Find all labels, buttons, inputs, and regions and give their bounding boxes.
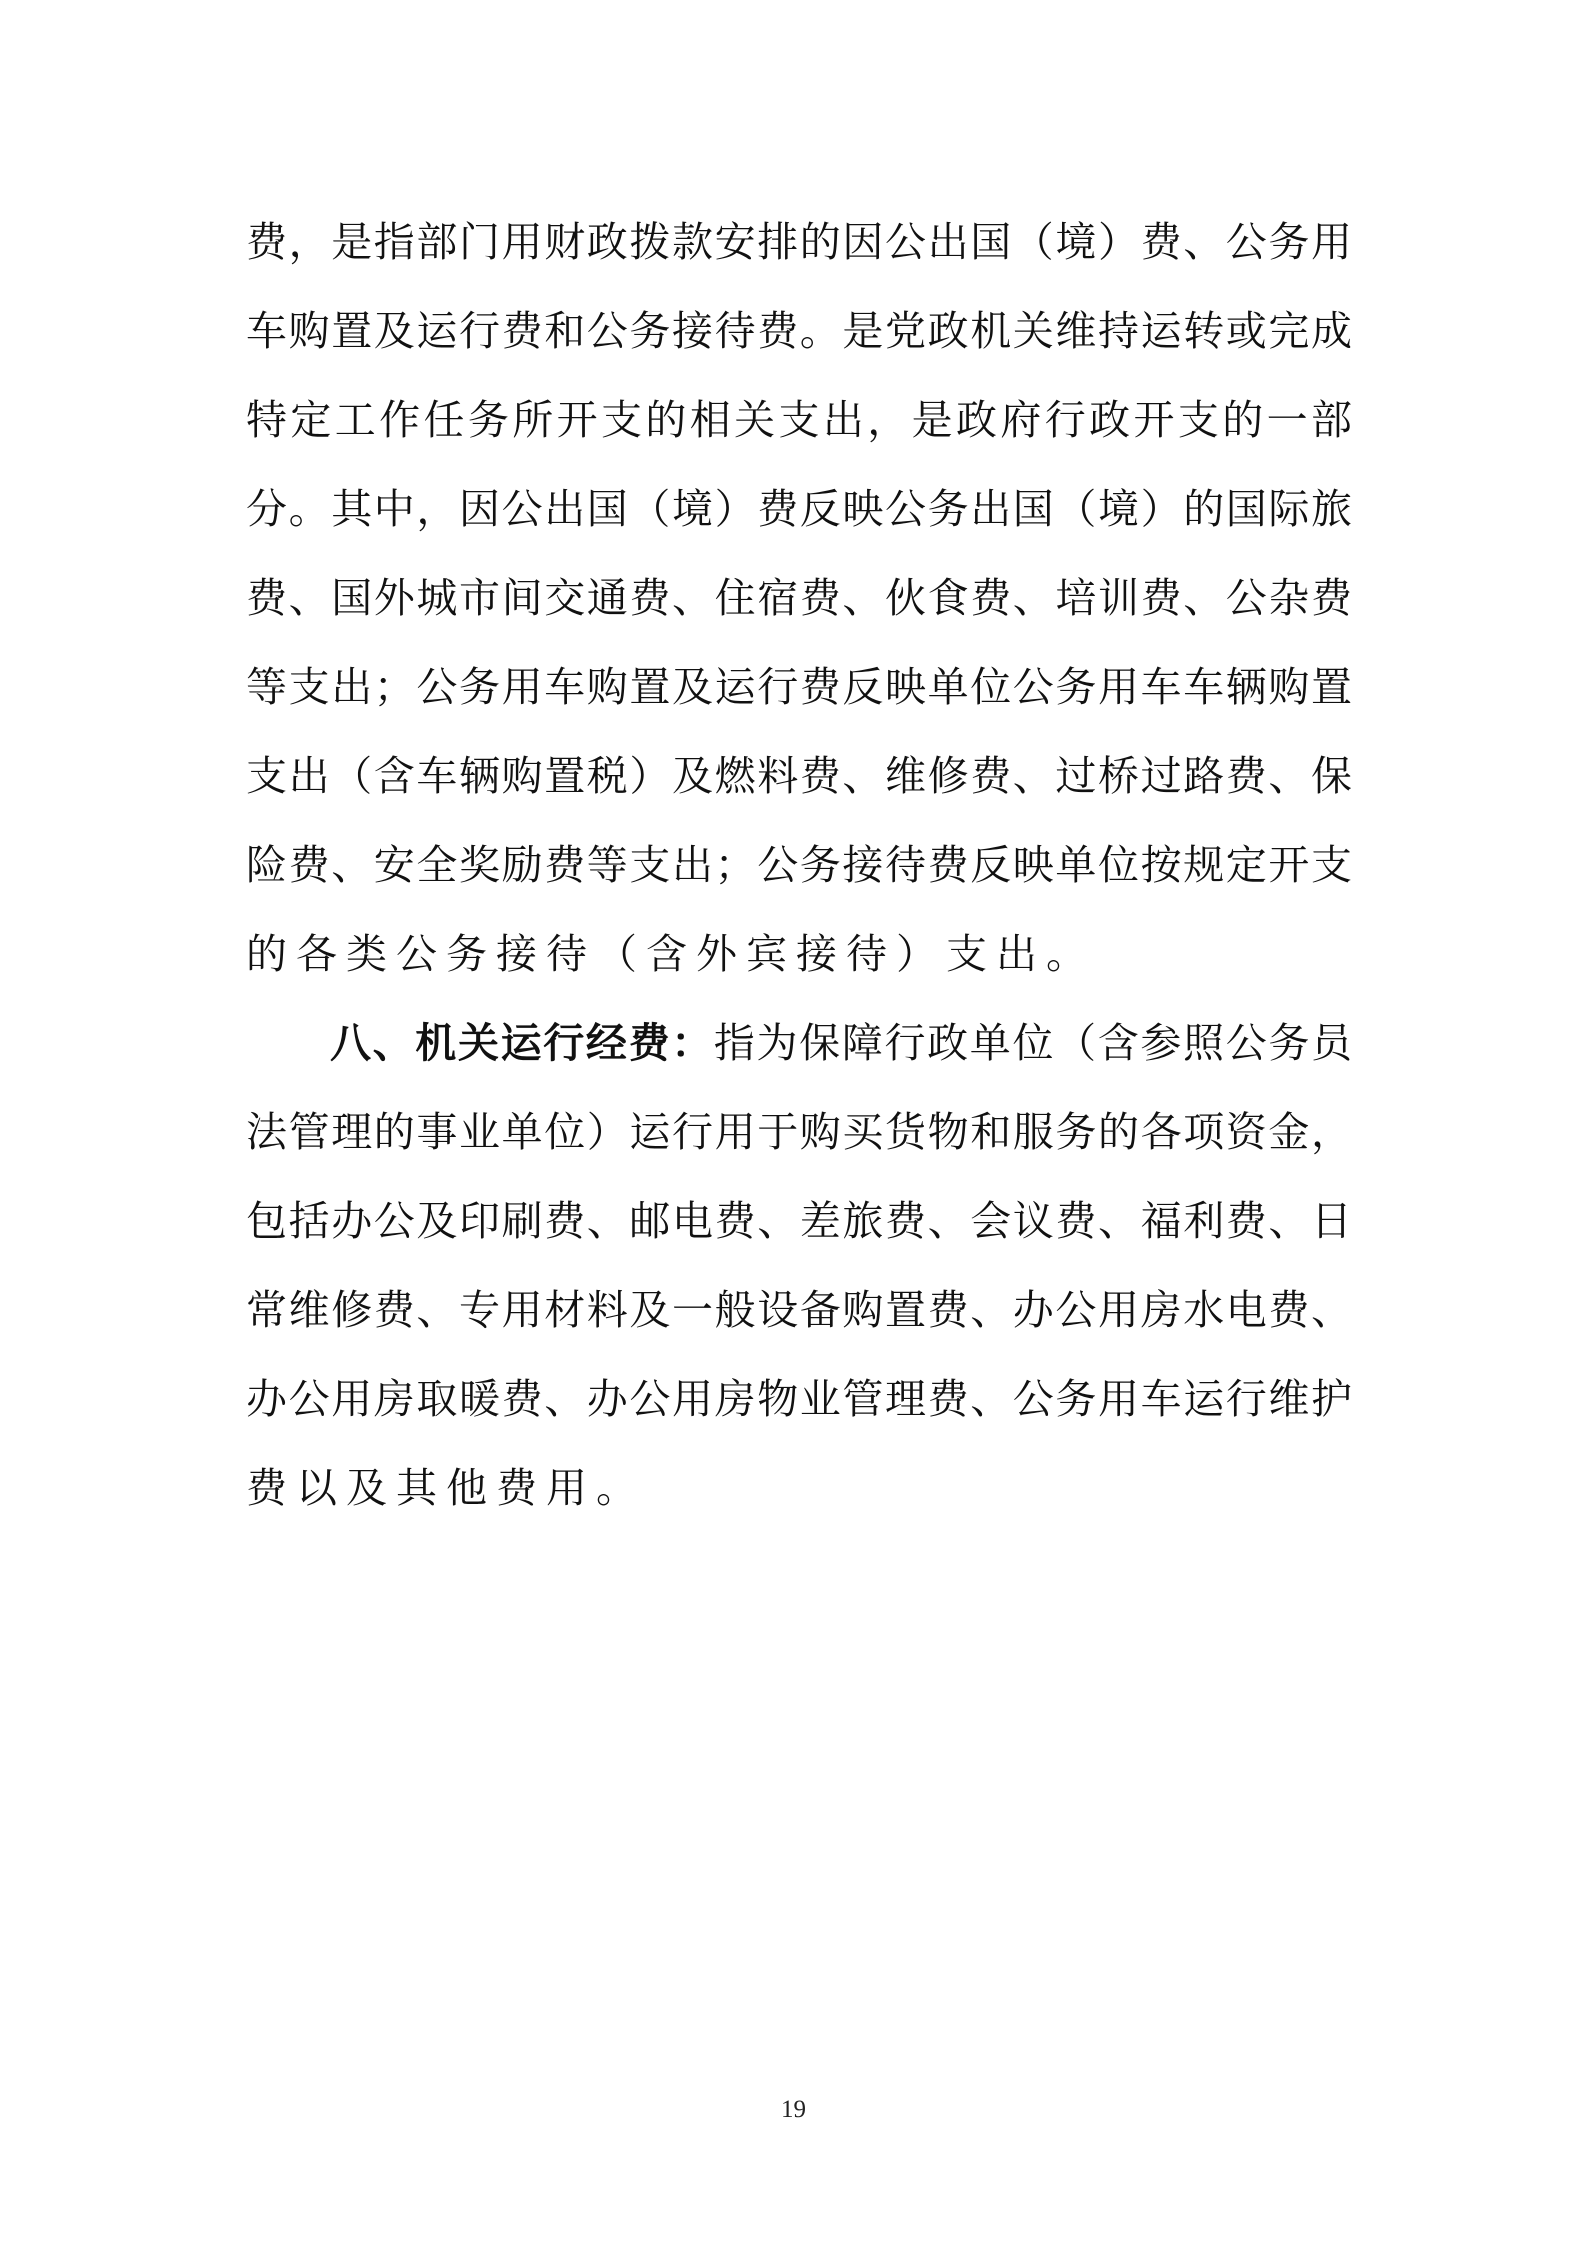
- paragraph-line: 特定工作任务所开支的相关支出，是政府行政开支的一部: [246, 396, 1352, 444]
- paragraph-line: 费，是指部门用财政拨款安排的因公出国（境）费、公务用: [246, 218, 1352, 266]
- paragraph-line: 法管理的事业单位）运行用于购买货物和服务的各项资金，: [246, 1108, 1352, 1156]
- paragraph-line: 分。其中，因公出国（境）费反映公务出国（境）的国际旅: [246, 485, 1352, 533]
- paragraph-line: 的各类公务接待（含外宾接待）支出。: [246, 930, 1096, 978]
- page-number: 19: [781, 2096, 806, 2123]
- paragraph-line: 车购置及运行费和公务接待费。是党政机关维持运转或完成: [246, 307, 1352, 355]
- expense-definition-paragraph: [246, 198, 1352, 999]
- section-heading-text: 指为保障行政单位（含参照公务员: [713, 1019, 1352, 1067]
- paragraph-line: 办公用房取暖费、办公用房物业管理费、公务用车运行维护: [246, 1375, 1352, 1423]
- operating-expense-paragraph: [246, 999, 1352, 1533]
- paragraph-line: 费、国外城市间交通费、住宿费、伙食费、培训费、公杂费: [246, 574, 1352, 622]
- paragraph-line: 等支出；公务用车购置及运行费反映单位公务用车车辆购置: [246, 663, 1352, 711]
- paragraph-line: 常维修费、专用材料及一般设备购置费、办公用房水电费、: [246, 1286, 1352, 1334]
- section-heading: 八、机关运行经费：: [330, 1019, 714, 1067]
- paragraph-line: 支出（含车辆购置税）及燃料费、维修费、过桥过路费、保: [246, 752, 1352, 800]
- paragraph-line: 包括办公及印刷费、邮电费、差旅费、会议费、福利费、日: [246, 1197, 1352, 1245]
- paragraph-line: 险费、安全奖励费等支出；公务接待费反映单位按规定开支: [246, 841, 1352, 889]
- paragraph-line: 费以及其他费用。: [246, 1464, 646, 1512]
- section-heading-line: [246, 999, 1352, 1088]
- document-body: [246, 198, 1352, 1533]
